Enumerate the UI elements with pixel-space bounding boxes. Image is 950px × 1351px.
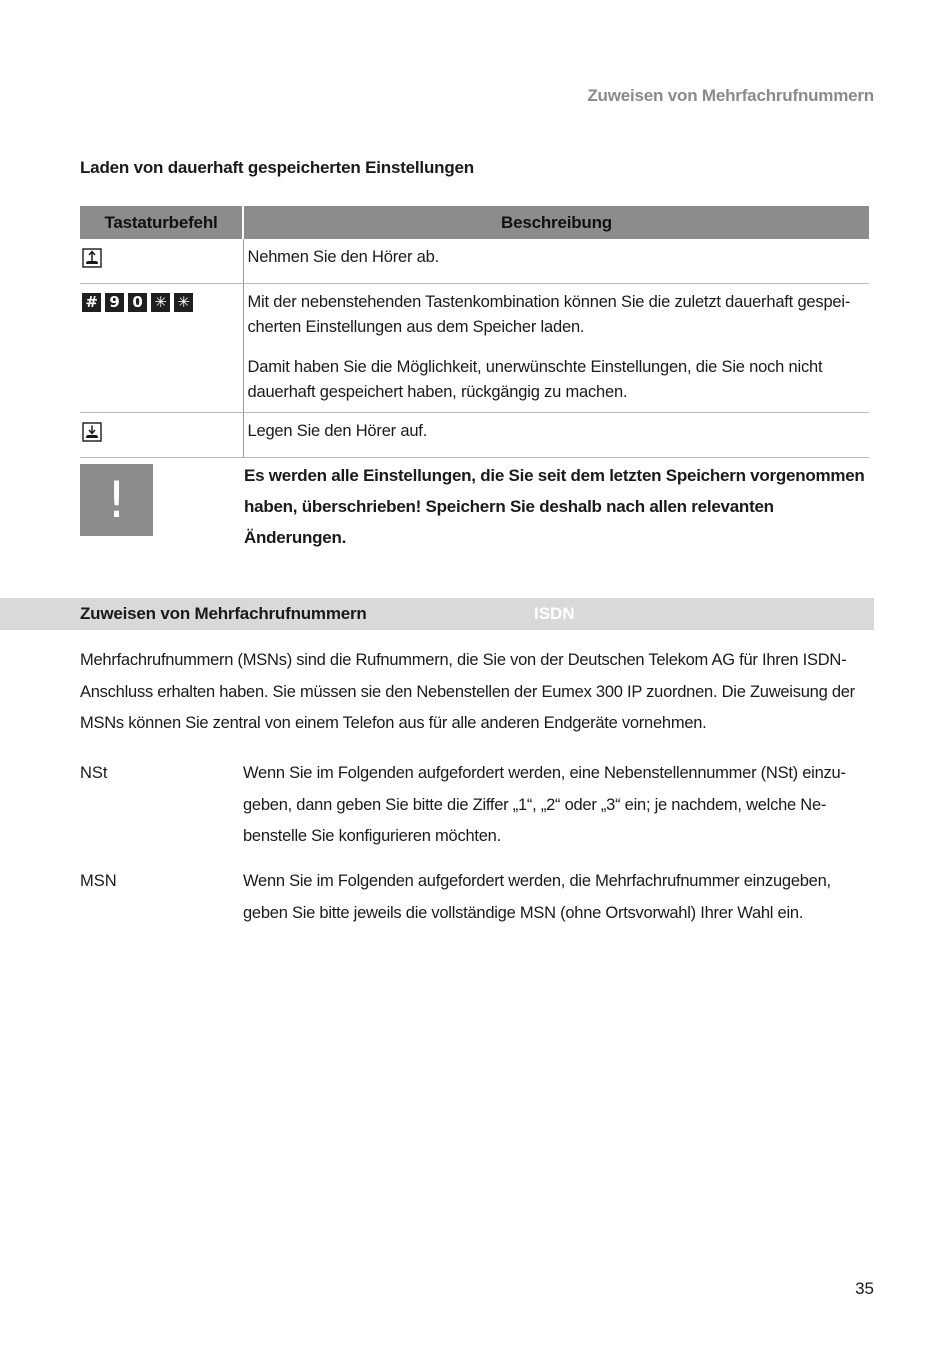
intro-paragraph: Mehrfachrufnummern (MSNs) sind die Rufnummern, die Sie von der Deutschen Telekom AG für Ihren ISDN-Anschluss erhalten haben. Sie müssen sie den Nebenstellen der Eumex 300 IP zuordnen. Die Zuweisung der MSNs können Sie zentral von einem Telefon aus für alle anderen Endgeräte vornehmen.: [80, 651, 855, 732]
page-number: 35: [855, 1279, 874, 1298]
key-cell: [80, 239, 243, 284]
running-header: Zuweisen von Mehrfachrufnummern: [587, 86, 874, 105]
handset-hangup-icon: [82, 422, 102, 442]
definition-text-nst: Wenn Sie im Folgenden aufgefordert werden, eine Nebenstellennummer (NSt) einzugeben, dann geben Sie bitte die Ziffer „1“, „2“ oder „3“ ein; je nachdem, welche Nebenstelle Sie konfigurieren möchten.: [243, 764, 846, 845]
star-key-icon: ✳: [174, 293, 193, 312]
table-row: [80, 413, 869, 458]
key-combination: [82, 290, 239, 312]
column-header-key: Tastaturbefehl: [80, 206, 243, 239]
warning-icon: !: [80, 464, 153, 536]
definition-text-msn: Wenn Sie im Folgenden aufgefordert werden, die Mehrfachrufnummer einzugeben, geben Sie bitte jeweils die vollständige MSN (ohne Ortsvorwahl) Ihrer Wahl ein.: [243, 872, 831, 922]
table-row: [80, 284, 869, 413]
description-cell: [243, 284, 869, 413]
table-header-row: [80, 206, 869, 239]
handset-lift-icon: [82, 248, 102, 268]
description-text: Damit haben Sie die Möglichkeit, unerwünschte Einstellungen, die Sie noch nicht dauerhaft gespeichert haben, rückgängig zu machen.: [247, 358, 823, 401]
isdn-tag: ISDN: [534, 604, 575, 623]
definition-term-msn: MSN: [80, 872, 117, 890]
definition-term-nst: NSt: [80, 764, 108, 782]
description-cell: [243, 413, 869, 458]
section-bar: [0, 598, 874, 630]
command-table: [80, 206, 869, 458]
digit-9-key-icon: 9: [105, 293, 124, 312]
section-title-load-settings: Laden von dauerhaft gespeicherten Einstellungen: [80, 158, 474, 177]
digit-0-key-icon: 0: [128, 293, 147, 312]
warning-text: Es werden alle Einstellungen, die Sie seit dem letzten Speichern vorgenommen haben, überschrieben! Speichern Sie deshalb nach allen relevanten Änderungen.: [244, 466, 865, 547]
table-row: [80, 239, 869, 284]
description-text: Legen Sie den Hörer auf.: [247, 422, 428, 440]
description-text: Mit der nebenstehenden Tastenkombination können Sie die zuletzt dauerhaft gespeicherten Einstellungen aus dem Speicher laden.: [247, 293, 851, 336]
star-key-icon: ✳: [151, 293, 170, 312]
key-cell: [80, 413, 243, 458]
hash-key-icon: #: [82, 293, 101, 312]
column-header-description: Beschreibung: [243, 206, 869, 239]
section-title-assign-msn: Zuweisen von Mehrfachrufnummern: [80, 604, 367, 623]
description-text: Nehmen Sie den Hörer ab.: [247, 248, 439, 266]
key-cell: [80, 284, 243, 413]
description-cell: [243, 239, 869, 284]
